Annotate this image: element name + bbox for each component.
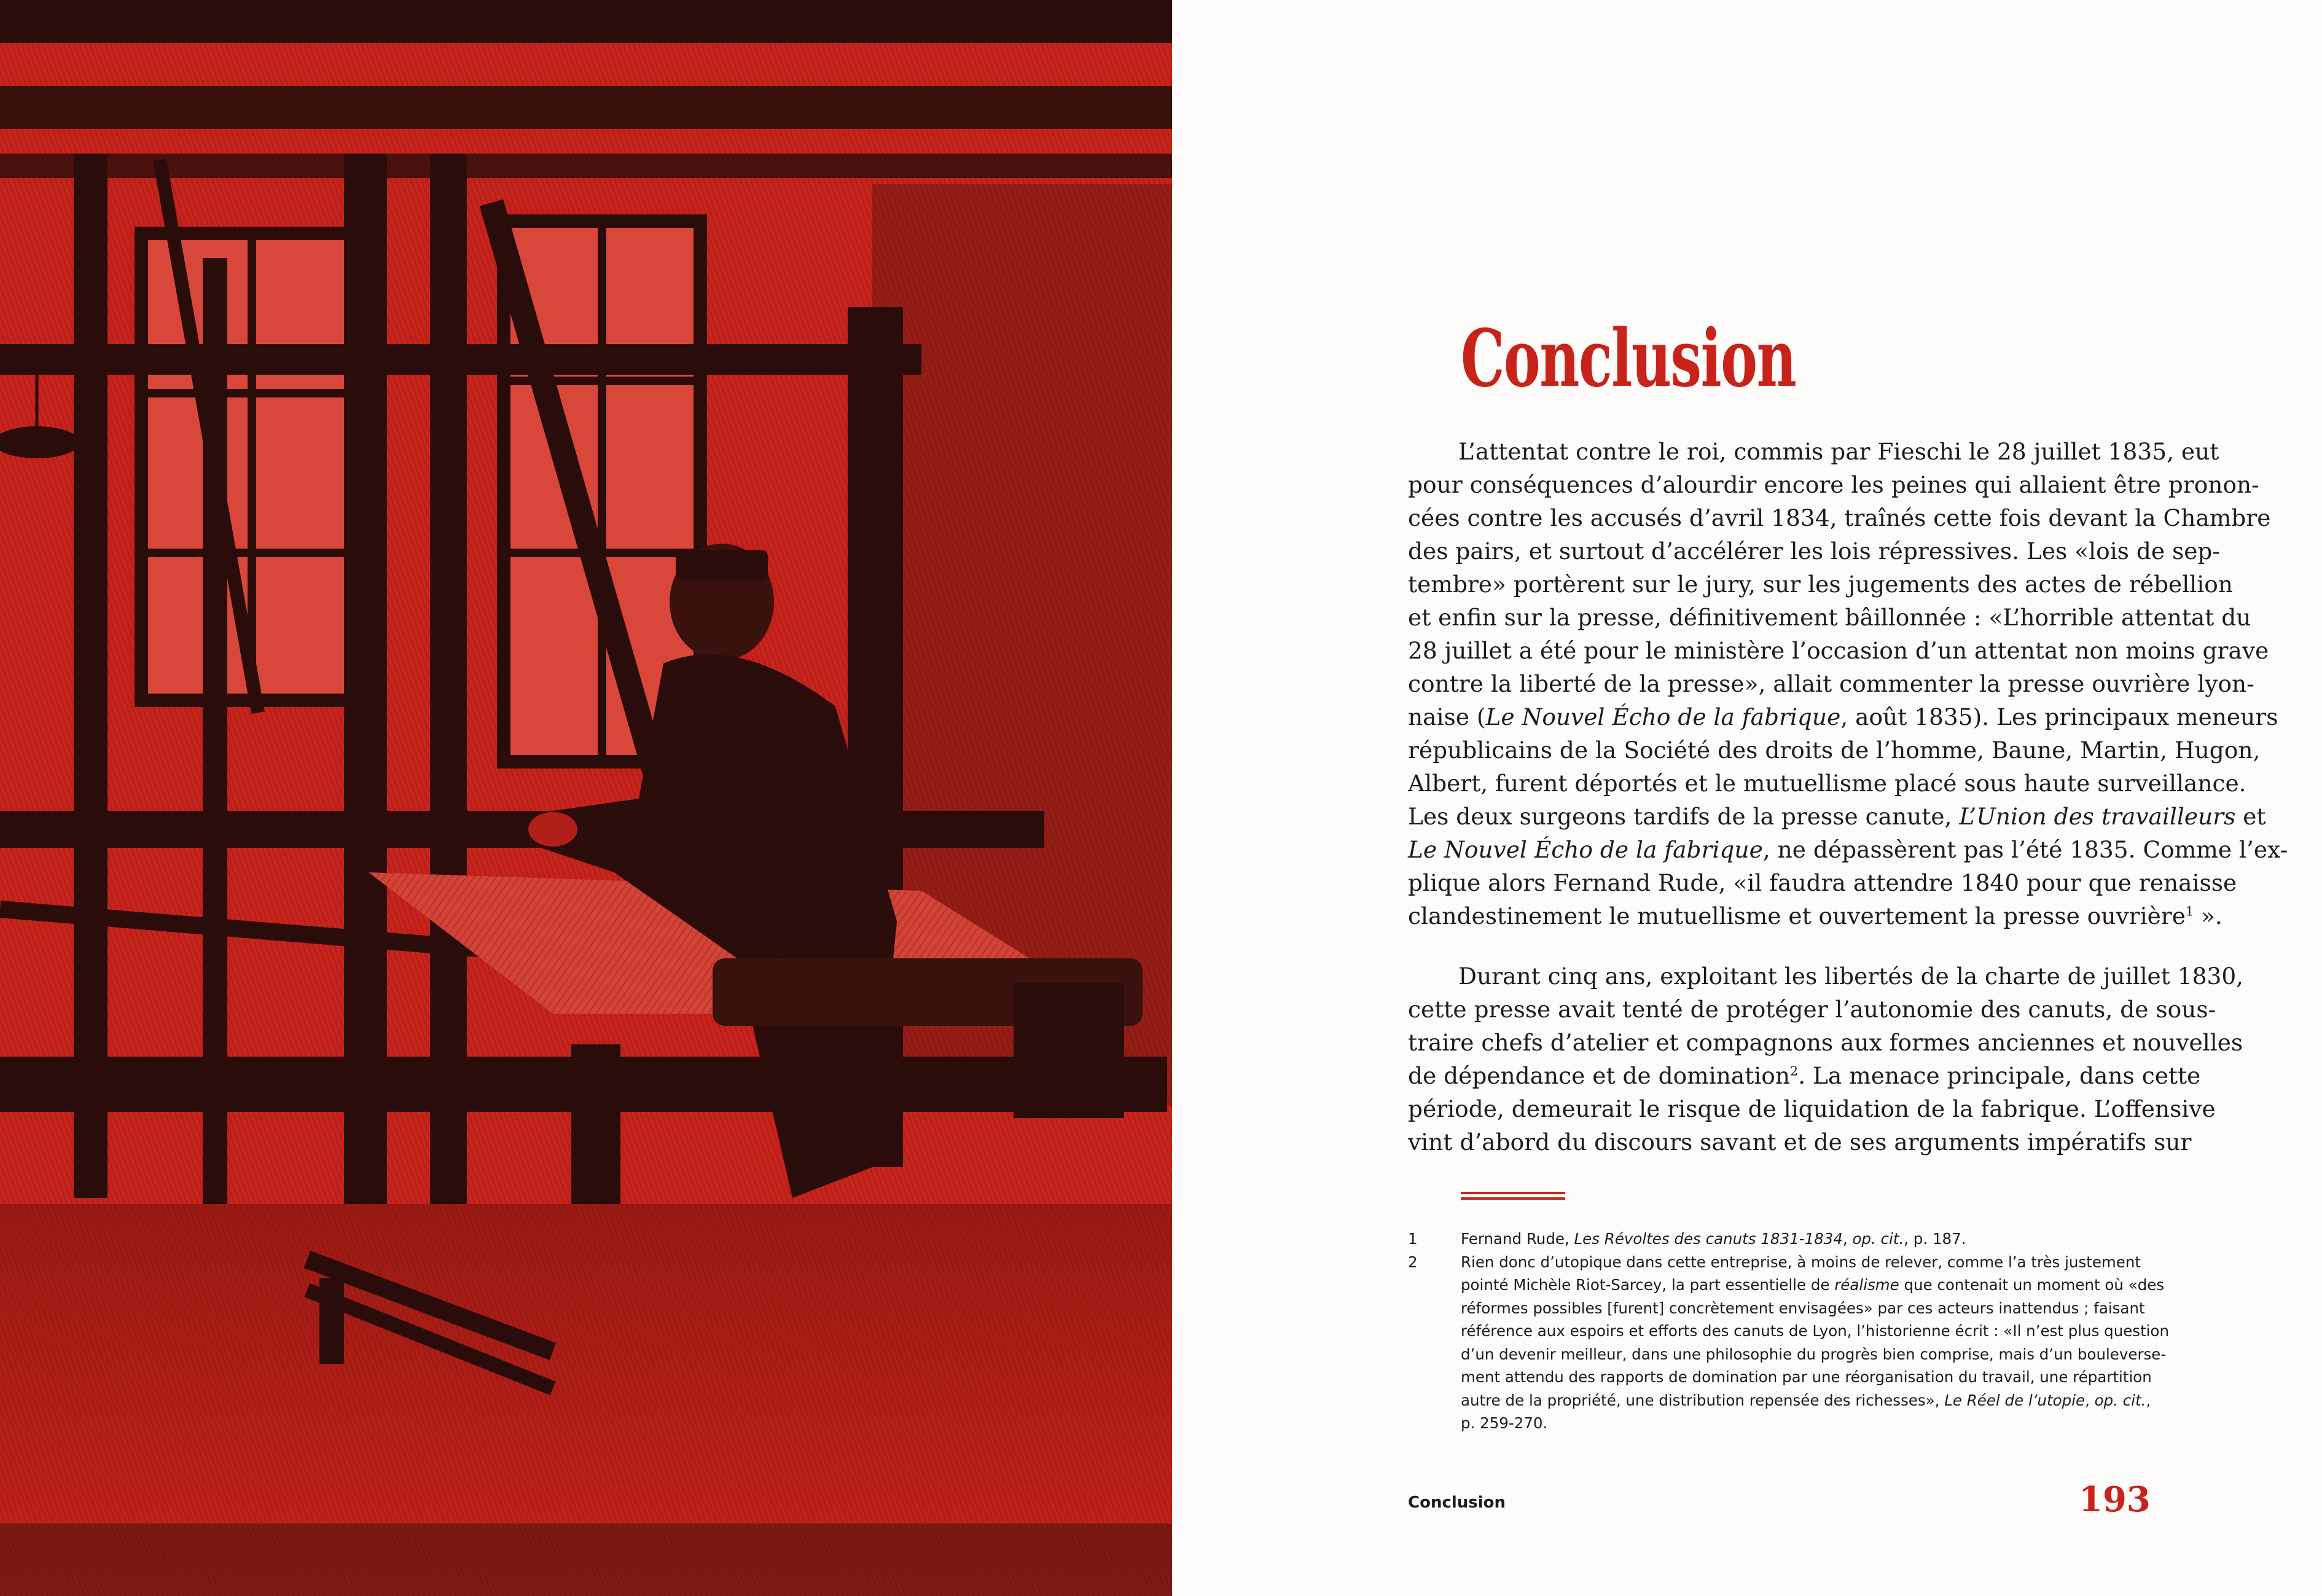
text-run: . La menace principale, dans cette [1798,1062,2201,1089]
text-run: , août 1835). Les principaux meneurs [1840,703,2278,730]
text-line: 28 juillet a été pour le ministère l’occasion d’un attentat non moins grave [1408,637,2269,664]
text-run: naise ( [1408,703,1486,730]
text-page [1172,0,2322,1596]
footnote-line: d’un devenir meilleur, dans une philosophie du progrès bien comprise, mais d’un bouleverse- [1461,1345,2167,1363]
italic-title: op. cit. [1852,1230,1904,1248]
text-line: et enfin sur la presse, définitivement bâillonnée : «L’horrible attentat du [1408,604,2251,631]
text-run: , ne dépassèrent pas l’été 1835. Comme l’ex- [1762,836,2288,863]
italic-title: Le Nouvel Écho de la fabrique [1408,836,1763,863]
footnote-line: p. 259-270. [1461,1414,1548,1432]
text-line: Durant cinq ans, exploitant les libertés de la charte de juillet 1830, [1458,963,2244,990]
text-run: Fernand Rude, [1461,1230,1574,1248]
footnote-number: 1 [1408,1230,1418,1248]
text-run: , [1842,1230,1853,1248]
footnote-line: ment attendu des rapports de domination par une réorganisation du travail, une répartition [1461,1368,2152,1386]
text-run: Les deux surgeons tardifs de la presse canute, [1408,803,1960,830]
body-paragraph-1 [1408,435,2288,933]
italic-title: Le Réel de l’utopie [1944,1391,2086,1409]
footnote-1 [1408,1227,2127,1251]
text-run: que contenait un moment où «des [1899,1276,2165,1294]
text-line: pour conséquences d’alourdir encore les peines qui allaient être pronon- [1408,471,2259,498]
text-run: et [2235,803,2266,830]
footnote-ref: 2 [1790,1063,1799,1079]
text-run: , [2085,1391,2095,1409]
footnote-separator [1461,1192,1565,1203]
text-line: L’attentat contre le roi, commis par Fieschi le 28 juillet 1835, eut [1458,438,2219,465]
text-line [1408,1059,2201,1092]
footnote-line [1461,1227,2127,1251]
text-line: tembre» portèrent sur le jury, sur les jugements des actes de rébellion [1408,571,2233,598]
footnote-line: référence aux espoirs et efforts des canuts de Lyon, l’historienne écrit : «Il n’est plus question [1461,1322,2169,1340]
footnote-2 [1408,1251,2169,1435]
text-line: période, demeurait le risque de liquidation de la fabrique. L’offensive [1408,1095,2216,1122]
text-line: cées contre les accusés d’avril 1834, traînés cette fois devant la Chambre [1408,504,2271,531]
text-line [1408,899,2222,933]
text-line [1408,700,2278,733]
text-line [1408,800,2266,833]
italic-title: Les Révoltes des canuts 1831-1834 [1574,1230,1843,1248]
body-paragraph-2 [1408,960,2244,1159]
text-run: de dépendance et de domination [1408,1062,1791,1089]
text-run: pointé Michèle Riot-Sarcey, la part essentielle de [1461,1276,1835,1294]
page-number: 193 [2079,1479,2151,1520]
text-line: contre la liberté de la presse», allait commenter la presse ouvrière lyon- [1408,670,2254,697]
running-head: Conclusion [1408,1493,1506,1512]
page-title: Conclusion [1461,313,1796,405]
text-line: traire chefs d’atelier et compagnons aux formes anciennes et nouvelles [1408,1029,2243,1056]
text-line [1408,833,2288,866]
text-line: républicains de la Société des droits de l’homme, Baune, Martin, Hugon, [1408,737,2261,764]
italic-title: Le Nouvel Écho de la fabrique [1485,703,1841,730]
footnote-line: réformes possibles [furent] concrètement envisagées» par ces acteurs inattendus ; faisant [1461,1299,2145,1317]
text-run: clandestinement le mutuellisme et ouvertement la presse ouvrière [1408,902,2186,929]
footnotes [1408,1227,2169,1435]
text-run: , [2146,1391,2151,1409]
text-run: ». [2194,902,2222,929]
text-line: vint d’abord du discours savant et de ses arguments impératifs sur [1408,1129,2192,1156]
italic-title: op. cit. [2094,1391,2146,1409]
footnote-ref: 1 [2185,904,2194,919]
footnote-line: Rien donc d’utopique dans cette entreprise, à moins de relever, comme l’a très justement [1461,1253,2141,1271]
text-run: autre de la propriété, une distribution repensée des richesses», [1461,1391,1945,1409]
text-line: Albert, furent déportés et le mutuellisme placé sous haute surveillance. [1408,770,2246,797]
text-run: , p. 187. [1904,1230,1966,1248]
footnote-line [1461,1389,2151,1412]
italic-title: L’Union des travailleurs [1959,803,2236,830]
text-line: cette presse avait tenté de protéger l’autonomie des canuts, de sous- [1408,996,2216,1023]
footnote-number: 2 [1408,1253,1418,1271]
text-line: des pairs, et surtout d’accélérer les lois répressives. Les «lois de sep- [1408,538,2221,565]
text-line: plique alors Fernand Rude, «il faudra attendre 1840 pour que renaisse [1408,869,2237,896]
italic-word: réalisme [1834,1276,1899,1294]
footnote-line [1461,1273,2165,1297]
